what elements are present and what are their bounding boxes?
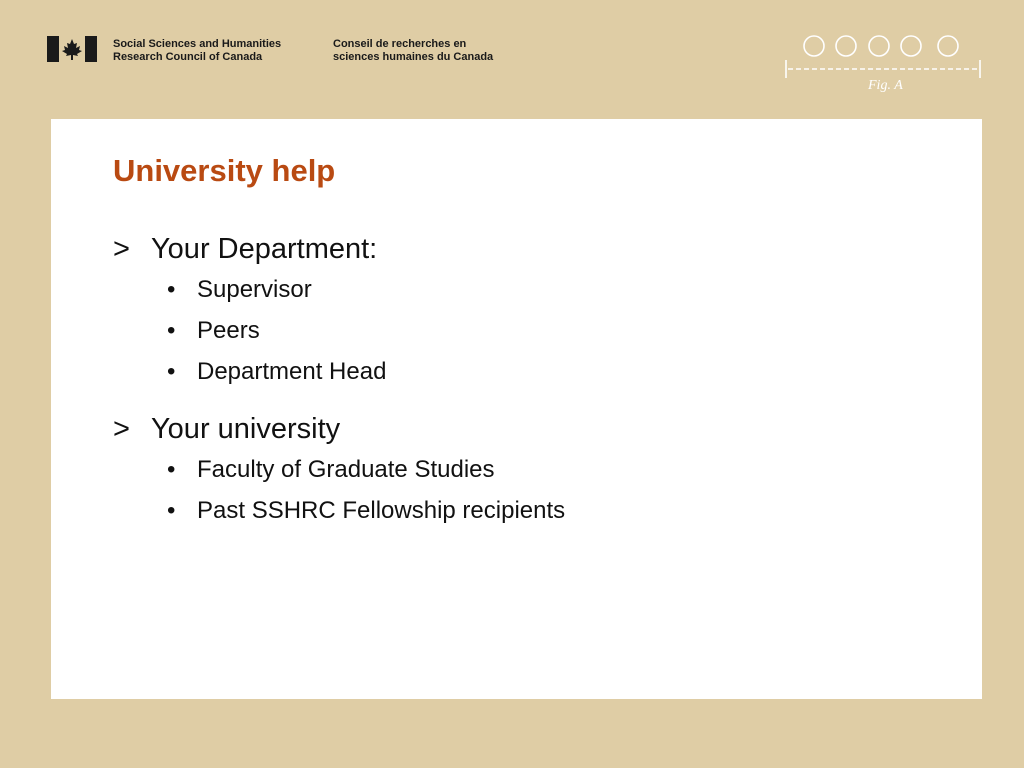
- list-item: [113, 351, 386, 392]
- org-name-french-line: Conseil de recherches en: [333, 38, 467, 50]
- list-item-text: Supervisor: [197, 276, 312, 303]
- org-name-french: [333, 38, 493, 64]
- list-item: [113, 490, 565, 531]
- fig-label: Fig. A: [868, 78, 903, 93]
- slide-title: University help: [113, 153, 336, 188]
- org-name-english-line: Research Council of Canada: [113, 51, 263, 63]
- bullet-marker: •: [167, 456, 176, 483]
- section-heading: [113, 229, 386, 269]
- bullet-marker: •: [167, 358, 176, 385]
- section-your-department: [113, 229, 386, 392]
- header: [0, 0, 1024, 118]
- org-name-english: [113, 38, 281, 64]
- bullet-marker: •: [167, 276, 176, 303]
- section-heading-text: Your Department:: [151, 233, 378, 265]
- list-item-text: Peers: [197, 317, 260, 344]
- list-item-text: Faculty of Graduate Studies: [197, 456, 495, 483]
- list-item: [113, 269, 386, 310]
- org-name-english-line: Social Sciences and Humanities: [113, 38, 282, 50]
- list-item-text: Past SSHRC Fellowship recipients: [197, 497, 566, 524]
- section-heading: [113, 409, 565, 449]
- section-heading-text: Your university: [151, 413, 341, 445]
- section-marker: >: [113, 413, 130, 445]
- canada-flag-icon: [47, 36, 97, 62]
- content-panel: [51, 119, 982, 699]
- org-name-french-line: sciences humaines du Canada: [333, 51, 494, 63]
- section-your-university: [113, 409, 565, 531]
- list-item-text: Department Head: [197, 358, 387, 385]
- list-item: [113, 310, 386, 351]
- section-marker: >: [113, 233, 130, 265]
- bullet-marker: •: [167, 497, 176, 524]
- bullet-marker: •: [167, 317, 176, 344]
- list-item: [113, 449, 565, 490]
